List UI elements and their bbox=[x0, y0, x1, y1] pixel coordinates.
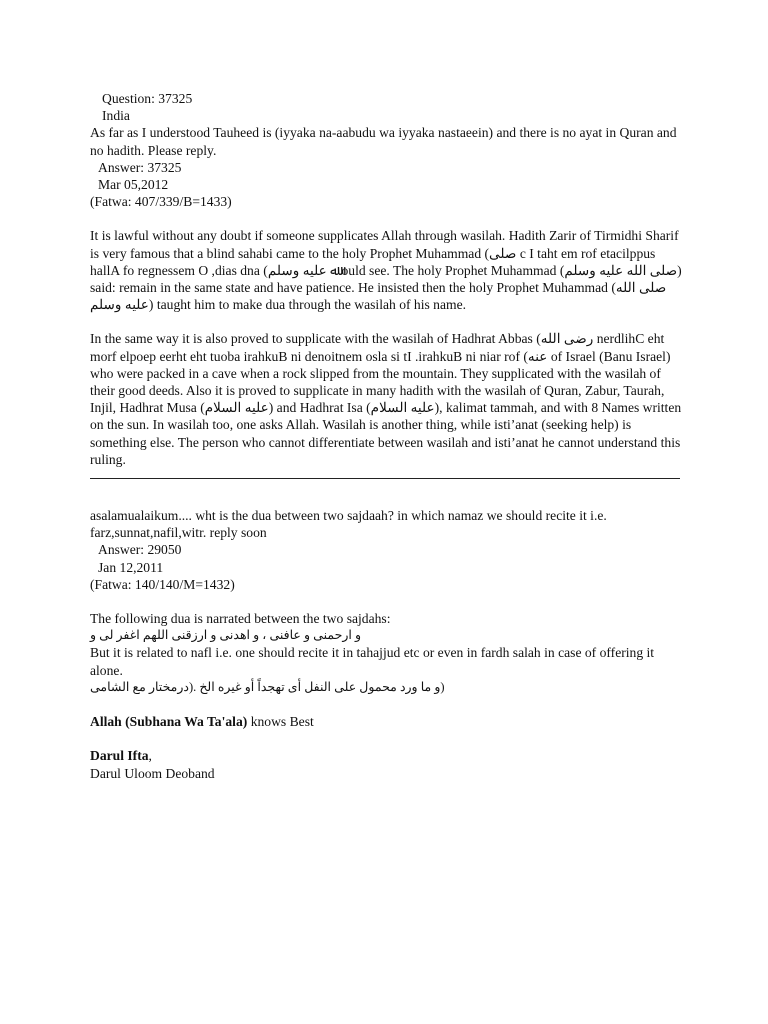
answer-paragraph-1: It is lawful without any doubt if someone supplicates Allah through wasilah. Hadith Zarir of Tirmidhi Sharif is very famous that a blind sahabi came to the holy Prophet Muhammad (صلى c I taht em rof etacilppus hallA fo regnessem O ,dias dna (ﷲ عليه وسلم ould see. The holy Prophet Muhammad (صلى الله عليه وسلم) said: remain in the same state and have patience. He insisted then the holy Prophet Muhammad (صلى الله عليه وسلم) taught him to make dua through the wasilah of his name. bbox=[90, 228, 682, 313]
closing-knows-rest: knows Best bbox=[247, 714, 314, 730]
question-number: Question: 37325 bbox=[102, 91, 193, 106]
fatwa-reference: (Fatwa: 140/140/M=1432) bbox=[90, 576, 235, 592]
spacer bbox=[90, 696, 682, 713]
answer-date: Mar 05,2012 bbox=[98, 177, 169, 193]
fatwa-entry-2 bbox=[90, 507, 682, 782]
institution-name: Darul Uloom Deoband bbox=[90, 765, 215, 781]
fatwa-entry-1 bbox=[90, 90, 682, 479]
closing-knows-best bbox=[90, 713, 682, 730]
dua-note: But it is related to nafl i.e. one should recite it in tahajjud etc or even in fardh salah in case of offering it alone. bbox=[90, 645, 658, 678]
answer-date: Jan 12,2011 bbox=[98, 559, 164, 575]
answer-number: Answer: 29050 bbox=[98, 542, 182, 558]
dua-arabic-text: و ارحمنى و عافنى ، و اهدنى و ارزقنى اللهم اغفر لى و bbox=[90, 628, 361, 643]
question-country: India bbox=[102, 108, 130, 124]
question-text: As far as I understood Tauheed is (iyyaka na-aabudu wa iyyaka nastaeein) and there is no ayat in Quran and no hadith. Please reply. bbox=[90, 125, 680, 158]
signature-name: Darul Ifta bbox=[90, 748, 149, 764]
arabic-reference: (و ما ورد محمول على النفل أى تهجداً أو غيره الخ .(درمختار مع الشامى bbox=[90, 679, 445, 694]
dua-intro: The following dua is narrated between the two sajdahs: bbox=[90, 611, 391, 627]
question-text: asalamualaikum.... wht is the dua between two sajdaah? in which namaz we should recite it i.e. farz,sunnat,nafil,witr. reply soon bbox=[90, 508, 611, 541]
signature-comma: , bbox=[148, 748, 152, 764]
answer-paragraph-2: In the same way it is also proved to supplicate with the wasilah of Hadhrat Abbas (رضى الله nerdlihC eht morf elpoep eerht eht tuoba irahkuB ni denoitnem osla si tI .irahkuB ni niar rof (عنه of Israel (Banu Israel) who were packed in a cave when a rock slipped from the mountain. They supplicated with the wasilah of their good deeds. Also it is proved to supplicate in many hadith with the wasilah of Quran, Zabur, Taurah, Injil, Hadhrat Musa (عليه السلام) and Hadhrat Isa (عليه السلام), kalimat tammah, and with 8 Names written on the sun. In wasilah too, one asks Allah. Wasilah is another thing, while isti’anat (seeking help) is something else. The person who cannot differentiate between wasilah and isti’anat he cannot understand this ruling. bbox=[90, 331, 682, 467]
spacer bbox=[90, 730, 682, 747]
section-divider bbox=[90, 478, 680, 479]
fatwa-document bbox=[90, 90, 682, 782]
spacer bbox=[90, 210, 682, 227]
fatwa-reference: (Fatwa: 407/339/B=1433) bbox=[90, 194, 232, 210]
signature bbox=[90, 747, 682, 764]
spacer bbox=[90, 593, 682, 610]
closing-allah-bold: Allah (Subhana Wa Ta'ala) bbox=[90, 714, 248, 730]
answer-number: Answer: 37325 bbox=[98, 159, 182, 175]
